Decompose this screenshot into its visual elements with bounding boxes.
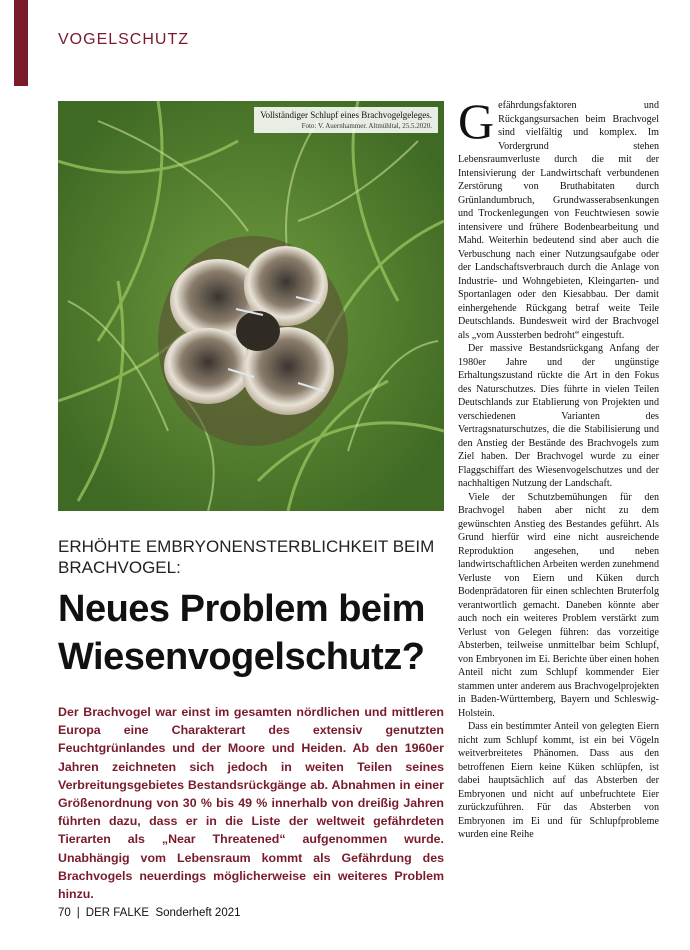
article-lead: Der Brachvogel war einst im gesamten nördlichen und mittleren Europa eine Charakterart des extensiv genutzten Feuchtgrünlandes und der Moore und Heiden. Ab den 1960er Jahren zeichneten sich jedoch in weiten Teilen seines Verbreitungsgebietes Bestandsrückgänge ab. Abnahmen in einer Größenordnung von 30 % bis 49 % innerhalb von dreißig Jahren führten dazu, dass er in die Liste der weltweit gefährdeten Tierarten als „Near Threatened“ aufgenommen wurde. Unabhängig vom Lebensraum kommt als Gefährdung des Brachvogels neuerdings möglicherweise ein weiteres Problem hinzu. — [58, 705, 444, 902]
caption-text: Vollständiger Schlupf eines Brachvogelgeleges. — [260, 110, 432, 120]
body-paragraph-4: Dass ein bestimmter Anteil von gelegten Eiern nicht zum Schlupf kommt, ist ein bei Vögeln weitverbreitetes Phänomen. Dass aus den betroffenen Eiern keine Küken schlüpfen, ist dabei hauptsächlich auf das Absterben der Embryonen und nicht auf unbefruchtete Eier zurückzuführen. Für das Absterben von Embryonen im Ei und für Schlupfprobleme wurden eine Reihe — [458, 721, 659, 840]
article-body-column — [458, 93, 659, 842]
body-paragraph-2: Der massive Bestandsrückgang Anfang der 1980er Jahre und der ungünstige Erhaltungszustand rückte die Art in den Fokus des Naturschutzes. Dies führte in vielen Teilen Deutschlands zur Etablierung von Projekten und verschiedenen Varianten des Vertragsnaturschutzes, die die Stabilisierung und den Anstieg der Bestände des Brachvogels zum Ziel haben. Der Brachvogel wurde zu einer Flaggschiffart des Wiesenvogelschutzes und der nachhaltigen Nutzung der Landschaft. — [458, 343, 659, 489]
section-color-bar — [14, 0, 28, 86]
chicks-in-grass-illustration — [58, 101, 444, 511]
photo-credit: Foto: V. Auernhammer. Altmühltal, 25.5.2020. — [301, 122, 432, 130]
issue-label: Sonderheft 2021 — [155, 907, 241, 919]
body-paragraph-1 — [458, 93, 659, 342]
drop-cap: G — [458, 93, 495, 149]
article-headline: Neues Problem beim Wiesenvogelschutz? — [58, 588, 425, 678]
section-label: VOGELSCHUTZ — [58, 31, 190, 48]
footer-separator: | — [76, 907, 80, 919]
page-number: 70 — [58, 907, 71, 919]
body-paragraph-3: Viele der Schutzbemühungen für den Brachvogel haben aber nicht zu dem gewünschten Anstieg des Bestandes geführt. Als Grund hierfür wird eine nicht ausreichende Reproduktion angesehen, und neben landwirtschaftlichen Arbeiten werden zunehmend Verluste von Eiern und Küken durch Bodenprädatoren für einen schlechten Bruterfolg verantwortlich gemacht. Daneben könnte aber auch noch ein weiteres Problem verstärkt zum Verlust von Gelegen führen: das vorzeitige Absterben, teilweise unmittelbar beim Schlupf, von Embryonen im Ei. Berichte über einen hohen Anteil nicht zum Schlupf kommender Eier stammen unter anderem aus Brachvogelprojekten in Baden-Württemberg, Bayern und Schleswig-Holstein. — [458, 491, 659, 719]
magazine-name: DER FALKE — [85, 907, 150, 919]
body-paragraph-1-text: efährdungsfaktoren und Rückgangsursachen beim Brachvogel sind vielfältig und komplex. Im Vordergrund stehen Lebensraumverluste durch die mit der Intensivierung der Landwirtschaft verbundenen Zerstörung von Bruthabitaten durch Grünlandumbruch, Grundwasserabsenkungen und Trockenlegungen von Feuchtwiesen sowie intensivere und frühere Bodenbearbeitung und Mahd. Weiterhin bedeutend sind aber auch die Verbuschung nach einer Nutzungsaufgabe oder der Landschaftsverbrauch durch die Anlage von Industrie- und Wohngebieten, Kleingarten- und Sportanlagen oder den Kiesabbau. Der damit einhergehende Rückgang betraf weite Teile Deutschlands. Bundesweit wird der Brachvogel als „vom Aussterben bedroht“ eingestuft. — [458, 100, 659, 341]
page-footer — [58, 907, 241, 919]
article-kicker: ERHÖHTE EMBRYONENSTERBLICHKEIT BEIM BRACHVOGEL: — [58, 537, 435, 577]
article-photo — [58, 101, 444, 511]
photo-caption — [254, 107, 438, 133]
